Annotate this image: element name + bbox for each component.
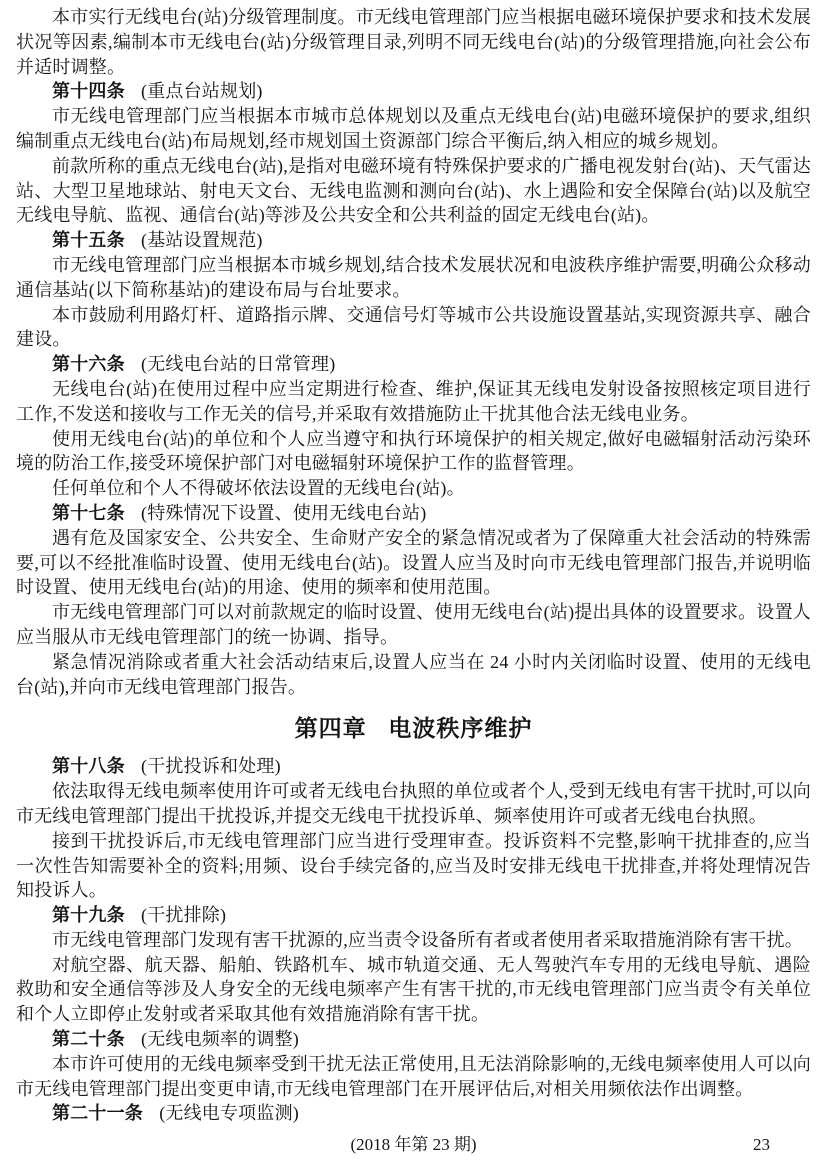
body-paragraph: 市无线电管理部门发现有害干扰源的,应当责令设备所有者或者使用者采取措施消除有害干扰。 xyxy=(52,929,803,950)
article-number: 第十八条 xyxy=(52,756,125,777)
article-heading xyxy=(16,903,811,928)
page-number: 23 xyxy=(753,1135,770,1154)
body-paragraph: 紧急情况消除或者重大社会活动结束后,设置人应当在 24 小时内关闭临时设置、使用的无线电台(站),并向市无线电管理部门报告。 xyxy=(16,651,811,697)
body-paragraph: 本市实行无线电台(站)分级管理制度。市无线电管理部门应当根据电磁环境保护要求和技术发展状况等因素,编制本市无线电台(站)分级管理目录,列明不同无线电台(站)的分级管理措施,向社会公布并适时调整。 xyxy=(16,7,811,77)
article-title: (无线电台站的日常管理) xyxy=(141,354,336,375)
body-paragraph: 依法取得无线电频率使用许可或者无线电台执照的单位或者个人,受到无线电有害干扰时,可以向市无线电管理部门提出干扰投诉,并提交无线电干扰投诉单、频率使用许可或者无线电台执照。 xyxy=(16,781,811,826)
article-title: (干扰排除) xyxy=(141,905,227,926)
article-number: 第十六条 xyxy=(52,354,125,375)
article-number: 第十四条 xyxy=(52,81,125,102)
body-paragraph: 使用无线电台(站)的单位和个人应当遵守和执行环境保护的相关规定,做好电磁辐射活动污染环境的防治工作,接受环境保护部门对电磁辐射环境保护工作的监督管理。 xyxy=(16,428,811,474)
article-heading xyxy=(16,754,811,779)
page-footer xyxy=(16,1133,811,1157)
chapter-heading xyxy=(16,713,811,745)
body-paragraph: 任何单位和个人不得破坏依法设置的无线电台(站)。 xyxy=(52,478,465,499)
article-number: 第十五条 xyxy=(52,230,125,251)
article-title: (基站设置规范) xyxy=(141,230,263,251)
article-heading xyxy=(16,1027,811,1052)
article-heading xyxy=(16,352,811,377)
article-number: 第二十一条 xyxy=(52,1103,143,1124)
article-heading xyxy=(16,1101,811,1126)
body-paragraph: 市无线电管理部门可以对前款规定的临时设置、使用无线电台(站)提出具体的设置要求。设置人应当服从市无线电管理部门的统一协调、指导。 xyxy=(16,602,811,647)
chapter-title: 电波秩序维护 xyxy=(388,716,533,742)
article-number: 第十七条 xyxy=(52,502,125,523)
document-body xyxy=(16,5,811,1126)
article-title: (特殊情况下设置、使用无线电台站) xyxy=(141,502,427,523)
issue-label: (2018 年第 23 期) xyxy=(350,1135,477,1154)
article-heading xyxy=(16,79,811,104)
article-title: (干扰投诉和处理) xyxy=(141,756,281,777)
body-paragraph: 本市鼓励利用路灯杆、道路指示牌、交通信号灯等城市公共设施设置基站,实现资源共享、融合建设。 xyxy=(16,304,811,350)
body-paragraph: 市无线电管理部门应当根据本市城市总体规划以及重点无线电台(站)电磁环境保护的要求,组织编制重点无线电台(站)布局规划,经市规划国土资源部门综合平衡后,纳入相应的城乡规划。 xyxy=(16,106,811,151)
article-heading xyxy=(16,501,811,526)
article-title: (无线电专项监测) xyxy=(159,1103,299,1124)
body-paragraph: 接到干扰投诉后,市无线电管理部门应当进行受理审查。投诉资料不完整,影响干扰排查的,应当一次性告知需要补全的资料;用频、设台手续完备的,应当及时安排无线电干扰排查,并将处理情况告知投诉人。 xyxy=(16,830,811,901)
body-paragraph: 无线电台(站)在使用过程中应当定期进行检查、维护,保证其无线电发射设备按照核定项目进行工作,不发送和接收与工作无关的信号,并采取有效措施防止干扰其他合法无线电业务。 xyxy=(16,378,811,424)
body-paragraph: 市无线电管理部门应当根据本市城乡规划,结合技术发展状况和电波秩序维护需要,明确公众移动通信基站(以下简称基站)的建设布局与台址要求。 xyxy=(16,254,811,300)
article-number: 第十九条 xyxy=(52,905,125,926)
chapter-number: 第四章 xyxy=(294,716,367,742)
body-paragraph: 遇有危及国家安全、公共安全、生命财产安全的紧急情况或者为了保障重大社会活动的特殊需要,可以不经批准临时设置、使用无线电台(站)。设置人应当及时向市无线电管理部门报告,并说明临时设置、使用无线电台(站)的用途、使用的频率和使用范围。 xyxy=(16,527,811,598)
article-number: 第二十条 xyxy=(52,1029,125,1050)
body-paragraph: 本市许可使用的无线电频率受到干扰无法正常使用,且无法消除影响的,无线电频率使用人可以向市无线电管理部门提出变更申请,市无线电管理部门在开展评估后,对相关用频依法作出调整。 xyxy=(16,1053,811,1099)
body-paragraph: 对航空器、航天器、船舶、铁路机车、城市轨道交通、无人驾驶汽车专用的无线电导航、遇险救助和安全通信等涉及人身安全的无线电频率产生有害干扰的,市无线电管理部门应当责令有关单位和个人立即停止发射或者采取其他有效措施消除有害干扰。 xyxy=(16,954,811,1025)
body-paragraph: 前款所称的重点无线电台(站),是指对电磁环境有特殊保护要求的广播电视发射台(站)、天气雷达站、大型卫星地球站、射电天文台、无线电监测和测向台(站)、水上遇险和安全保障台(站)以及航空无线电导航、监视、通信台(站)等涉及公共安全和公共利益的固定无线电台(站)。 xyxy=(16,155,811,226)
article-title: (重点台站规划) xyxy=(141,81,263,102)
article-title: (无线电频率的调整) xyxy=(141,1029,299,1050)
article-heading xyxy=(16,228,811,253)
